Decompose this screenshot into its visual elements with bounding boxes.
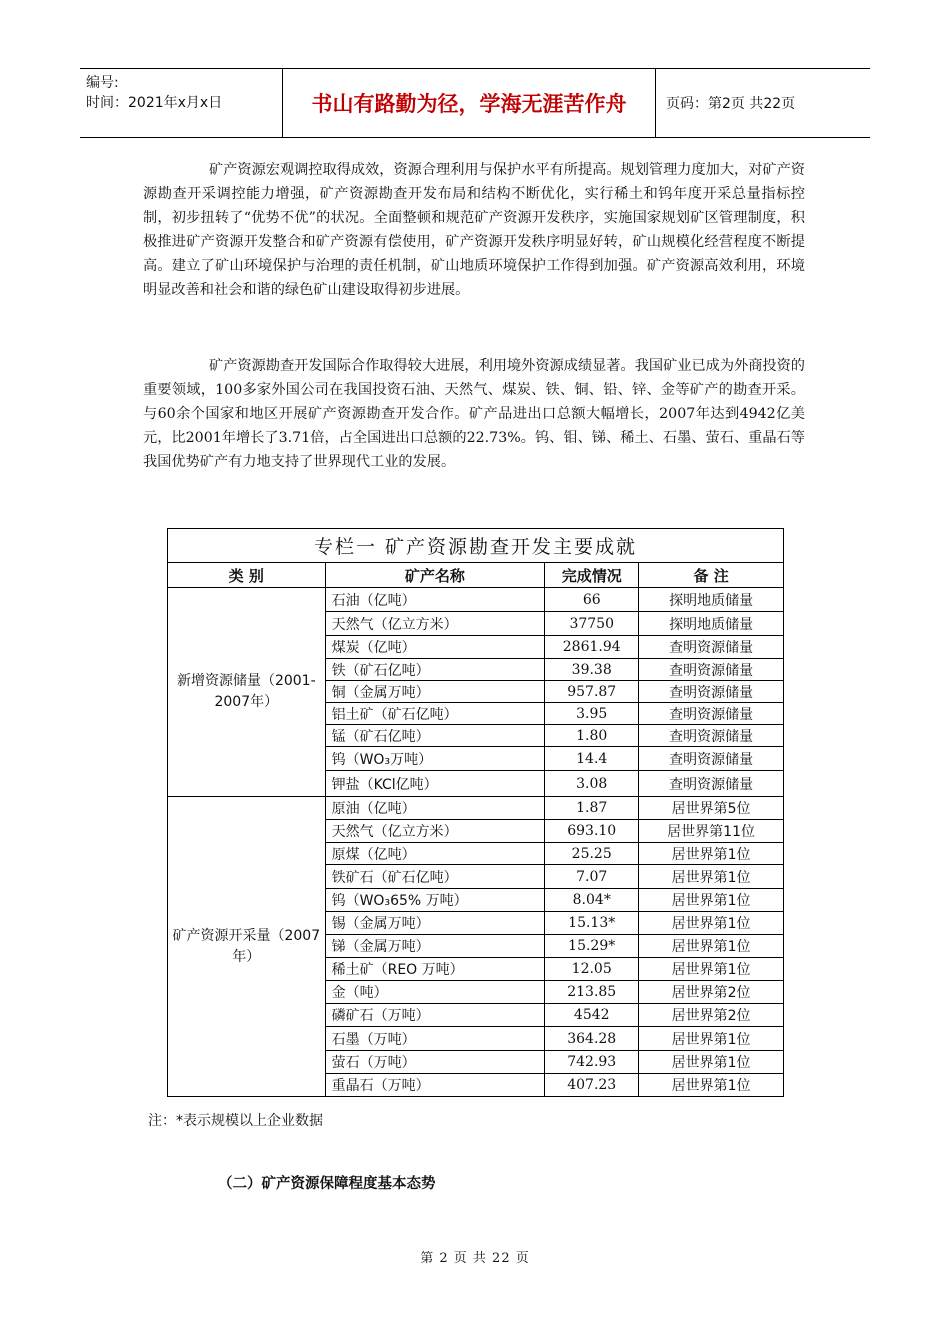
header-page-info: 页码：第2页 共22页 [666, 96, 796, 112]
column-header-mineral: 矿产名称 [325, 563, 545, 588]
document-date: 时间：2021年x月x日 [86, 95, 223, 111]
header-motto: 书山有路勤为径，学海无涯苦作舟 [283, 69, 656, 137]
body-paragraph: 矿产资源宏观调控取得成效，资源合理利用与保护水平有所提高。规划管理力度加大，对矿产资源勘查开采调控能力增强，矿产资源勘查开发布局和结构不断优化，实行稀土和钨年度开采总量指标控制，初步扭转了“优势不优”的状况。全面整顿和规范矿产资源开发秩序，实施国家规划矿区管理制度，积极推进矿产资源开发整合和矿产资源有偿使用，矿产资源开发秩序明显好转，矿山规模化经营程度不断提高。建立了矿山环境保护与治理的责任机制，矿山地质环境保护工作得到加强。矿产资源高效利用，环境明显改善和社会和谐的绿色矿山建设取得初步进展。 [143, 162, 805, 298]
remark-cell: 居世界第11位 [639, 820, 784, 843]
category-cell: 矿产资源开采量（2007年） [168, 797, 326, 1097]
category-cell: 新增资源储量（2001-2007年） [168, 588, 326, 797]
remark-cell: 居世界第1位 [639, 889, 784, 912]
table-note: 注：*表示规模以上企业数据 [148, 1113, 323, 1129]
value-cell: 12.05 [545, 958, 639, 981]
mineral-name-cell: 原煤（亿吨） [325, 843, 545, 865]
column-header-category: 类 别 [168, 563, 326, 588]
remark-cell: 探明地质储量 [639, 612, 784, 636]
page-footer: 第 2 页 共 22 页 [420, 1251, 530, 1266]
value-cell: 957.87 [545, 681, 639, 703]
remark-cell: 查明资源储量 [639, 659, 784, 681]
remark-cell: 居世界第1位 [639, 1051, 784, 1074]
body-paragraph: 矿产资源勘查开发国际合作取得较大进展，利用境外资源成绩显著。我国矿业已成为外商投资的重要领域，100多家外国公司在我国投资石油、天然气、煤炭、铁、铜、铅、锌、金等矿产的勘查开采。与60余个国家和地区开展矿产资源勘查开发合作。矿产品进出口总额大幅增长，2007年达到4942亿美元，比2001年增长了3.71倍，占全国进出口总额的22.73%。钨、钼、锑、稀土、石墨、萤石、重晶石等我国优势矿产有力地支持了世界现代工业的发展。 [143, 358, 805, 470]
remark-cell: 居世界第5位 [639, 797, 784, 820]
mineral-name-cell: 锰（矿石亿吨） [325, 725, 545, 747]
value-cell: 742.93 [545, 1051, 639, 1074]
value-cell: 25.25 [545, 843, 639, 865]
remark-cell: 居世界第1位 [639, 865, 784, 889]
value-cell: 39.38 [545, 659, 639, 681]
value-cell: 15.13* [545, 912, 639, 935]
value-cell: 3.08 [545, 771, 639, 797]
remark-cell: 查明资源储量 [639, 681, 784, 703]
remark-cell: 查明资源储量 [639, 747, 784, 771]
remark-cell: 居世界第1位 [639, 935, 784, 958]
remark-cell: 居世界第2位 [639, 981, 784, 1004]
header-meta [80, 69, 283, 137]
remark-cell: 查明资源储量 [639, 725, 784, 747]
mineral-name-cell: 铁矿石（矿石亿吨） [325, 865, 545, 889]
table-caption: 专栏一 矿产资源勘查开发主要成就 [168, 529, 784, 563]
value-cell: 3.95 [545, 703, 639, 725]
mineral-name-cell: 锑（金属万吨） [325, 935, 545, 958]
column-header-remark: 备 注 [639, 563, 784, 588]
value-cell: 37750 [545, 612, 639, 636]
mineral-name-cell: 重晶石（万吨） [325, 1074, 545, 1097]
mineral-name-cell: 锡（金属万吨） [325, 912, 545, 935]
value-cell: 364.28 [545, 1027, 639, 1051]
remark-cell: 居世界第1位 [639, 912, 784, 935]
mineral-name-cell: 天然气（亿立方米） [325, 612, 545, 636]
remark-cell: 居世界第1位 [639, 958, 784, 981]
remark-cell: 查明资源储量 [639, 771, 784, 797]
value-cell: 8.04* [545, 889, 639, 912]
remark-cell: 查明资源储量 [639, 636, 784, 659]
remark-cell: 探明地质储量 [639, 588, 784, 612]
value-cell: 2861.94 [545, 636, 639, 659]
remark-cell: 居世界第1位 [639, 1074, 784, 1097]
mineral-name-cell: 铁（矿石亿吨） [325, 659, 545, 681]
mineral-name-cell: 钨（WO₃万吨） [325, 747, 545, 771]
value-cell: 1.87 [545, 797, 639, 820]
table-row [168, 588, 784, 612]
value-cell: 407.23 [545, 1074, 639, 1097]
mineral-name-cell: 磷矿石（万吨） [325, 1004, 545, 1027]
mineral-name-cell: 稀土矿（REO 万吨） [325, 958, 545, 981]
mineral-name-cell: 石墨（万吨） [325, 1027, 545, 1051]
table-row [168, 797, 784, 820]
achievements-table [167, 528, 784, 1097]
remark-cell: 居世界第1位 [639, 1027, 784, 1051]
column-header-status: 完成情况 [545, 563, 639, 588]
mineral-name-cell: 铝土矿（矿石亿吨） [325, 703, 545, 725]
value-cell: 213.85 [545, 981, 639, 1004]
mineral-name-cell: 钨（WO₃65% 万吨） [325, 889, 545, 912]
mineral-name-cell: 钾盐（KCl亿吨） [325, 771, 545, 797]
section-heading: （二）矿产资源保障程度基本态势 [218, 1176, 436, 1192]
table-body [168, 588, 784, 1097]
remark-cell: 查明资源储量 [639, 703, 784, 725]
value-cell: 15.29* [545, 935, 639, 958]
mineral-name-cell: 天然气（亿立方米） [325, 820, 545, 843]
mineral-name-cell: 萤石（万吨） [325, 1051, 545, 1074]
value-cell: 66 [545, 588, 639, 612]
page-header [80, 68, 870, 138]
remark-cell: 居世界第2位 [639, 1004, 784, 1027]
mineral-name-cell: 金（吨） [325, 981, 545, 1004]
mineral-name-cell: 石油（亿吨） [325, 588, 545, 612]
mineral-name-cell: 铜（金属万吨） [325, 681, 545, 703]
document-number-label: 编号: [86, 75, 119, 91]
mineral-name-cell: 煤炭（亿吨） [325, 636, 545, 659]
mineral-name-cell: 原油（亿吨） [325, 797, 545, 820]
value-cell: 693.10 [545, 820, 639, 843]
value-cell: 14.4 [545, 747, 639, 771]
remark-cell: 居世界第1位 [639, 843, 784, 865]
value-cell: 7.07 [545, 865, 639, 889]
value-cell: 1.80 [545, 725, 639, 747]
value-cell: 4542 [545, 1004, 639, 1027]
